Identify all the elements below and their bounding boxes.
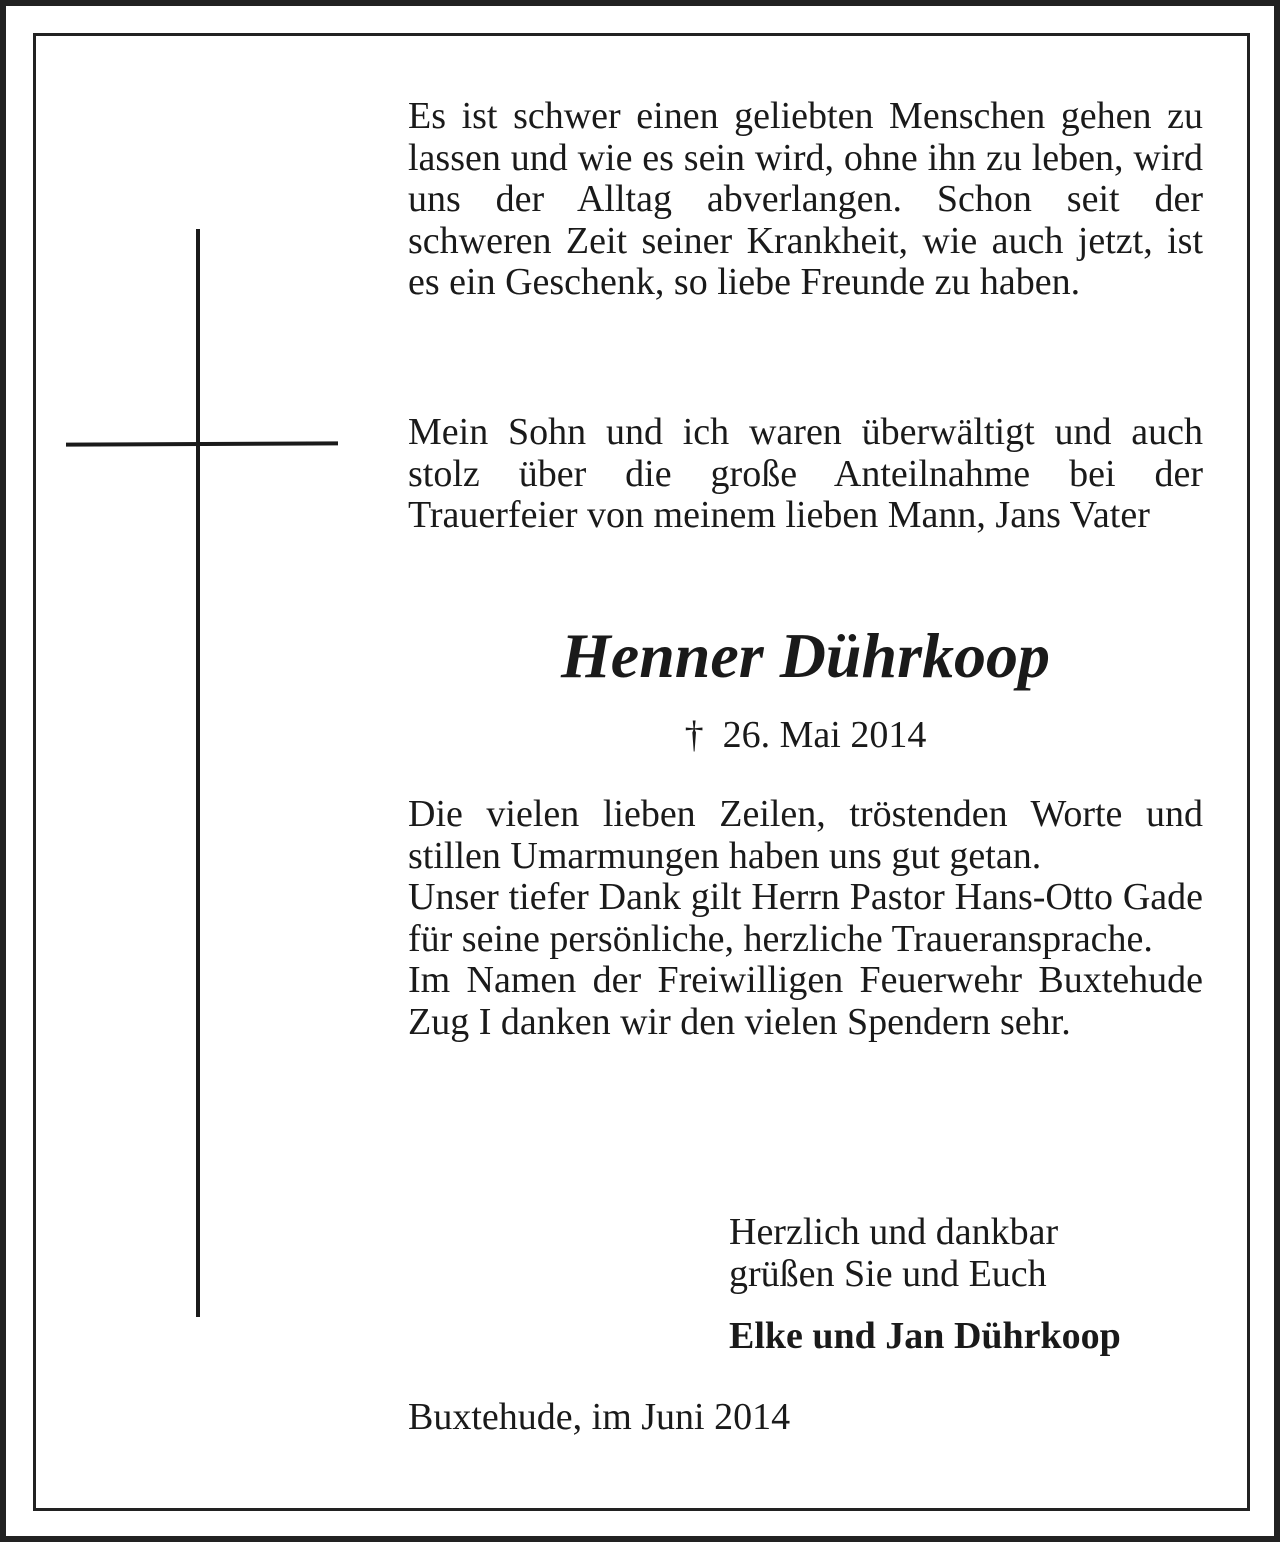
greeting-line: grüßen Sie und Euch — [729, 1252, 1047, 1295]
gratitude-paragraph: Mein Sohn und ich waren überwältigt und auch stolz über die große Anteilnahme bei der Trauerfeier von meinem lieben Mann, Jans Vater — [408, 411, 1203, 536]
death-date: 26. Mai 2014 — [722, 714, 927, 756]
cross-icon — [196, 229, 200, 1317]
place-date: Buxtehude, im Juni 2014 — [408, 1396, 791, 1438]
dagger-icon: † — [684, 714, 704, 756]
signature: Elke und Jan Dührkoop — [729, 1315, 1121, 1357]
deceased-name: Henner Dührkoop — [561, 620, 1050, 691]
greeting-line: Herzlich und dankbar — [729, 1211, 1059, 1253]
thanks-line: Unser tiefer Dank gilt Herrn Pastor Hans-Otto Gade für seine persönliche, herzliche Traueransprache. — [408, 876, 1203, 960]
thanks-section — [408, 794, 1203, 1043]
thanks-line: Im Namen der Freiwilligen Feuerwehr Buxtehude Zug I danken wir den vielen Spendern sehr. — [408, 959, 1203, 1043]
greeting — [729, 1212, 1209, 1295]
death-line — [408, 713, 1203, 757]
intro-paragraph: Es ist schwer einen geliebten Menschen gehen zu lassen und wie es sein wird, ohne ihn zu leben, wird uns der Alltag abverlangen. Schon seit der schweren Zeit seiner Krankheit, wie auch jetzt, ist es ein Geschenk, so liebe Freunde zu haben. — [408, 95, 1203, 303]
thanks-line: Die vielen lieben Zeilen, tröstenden Worte und stillen Umarmungen haben uns gut getan. — [408, 793, 1203, 877]
